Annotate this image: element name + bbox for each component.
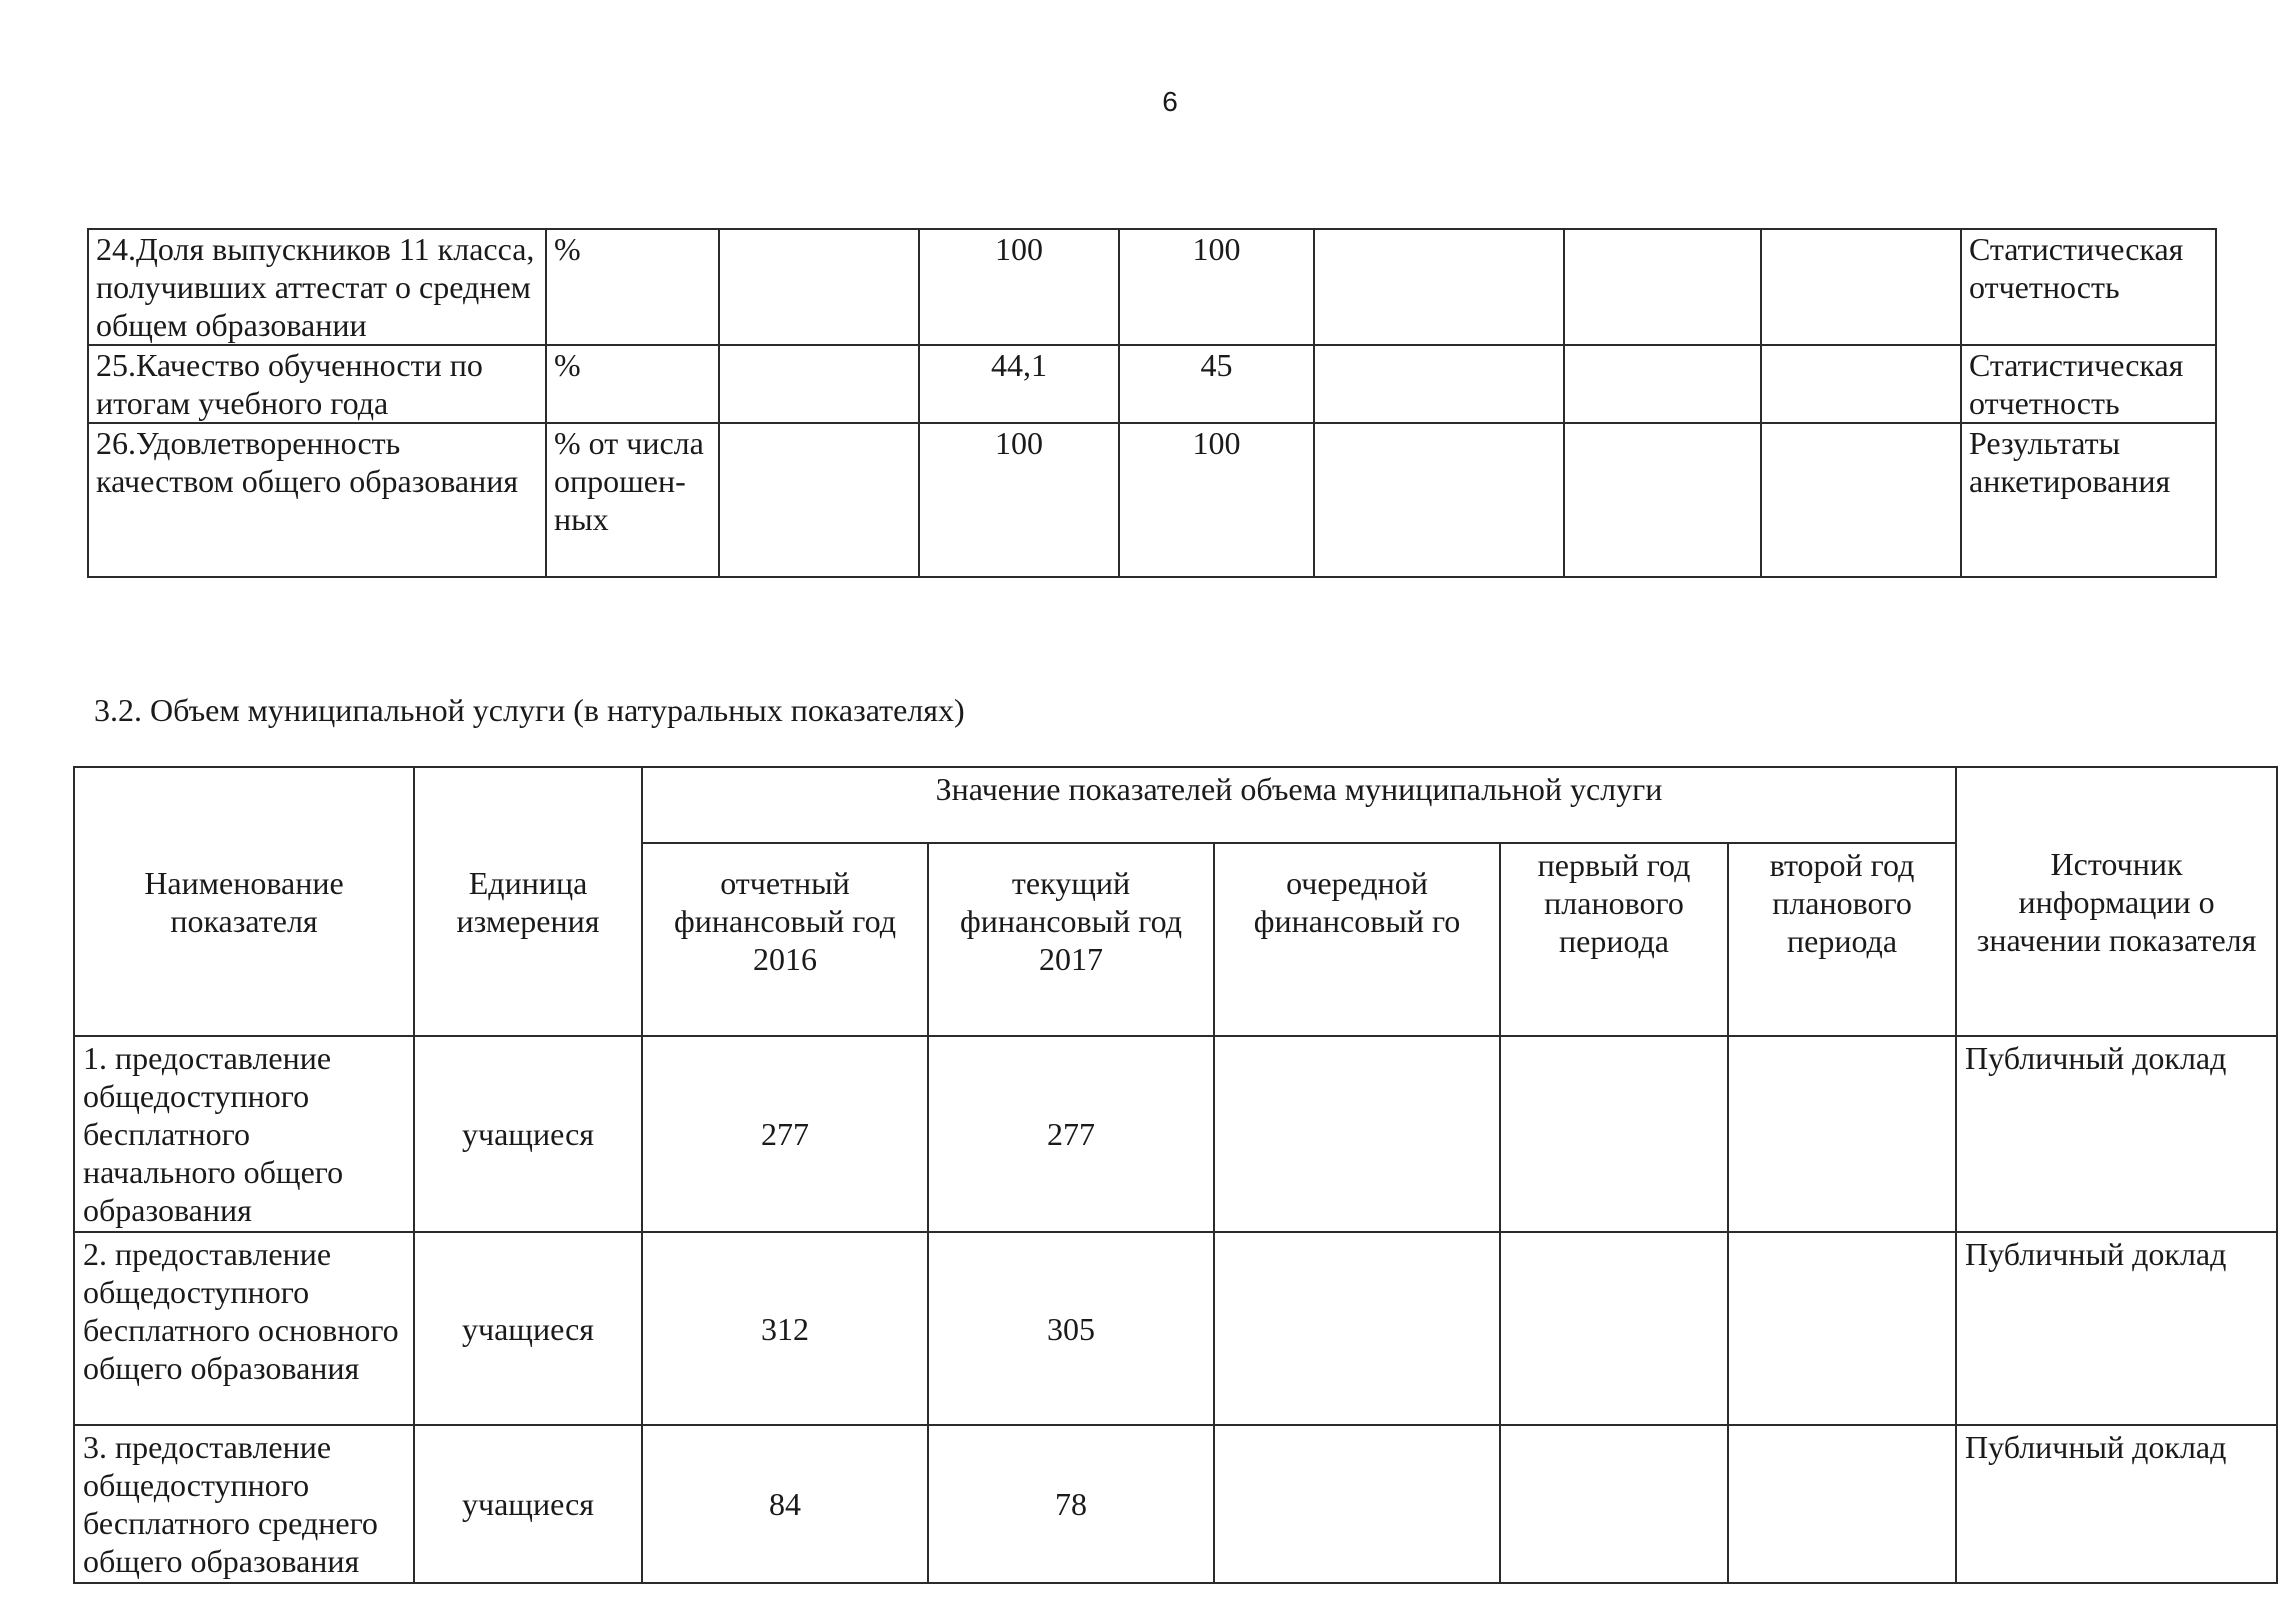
service-name: 2. предоставление общедоступного бесплатного основного общего образования bbox=[74, 1232, 414, 1425]
header-plan-year-2: второй год планового периода bbox=[1728, 843, 1956, 1036]
plan-year-2-value bbox=[1761, 423, 1961, 577]
header-unit: Единица измерения bbox=[414, 767, 642, 1036]
report-year-value: 277 bbox=[642, 1036, 928, 1232]
table-row bbox=[74, 1036, 2277, 1232]
plan-year-2-value bbox=[1761, 229, 1961, 345]
current-year-value: 305 bbox=[928, 1232, 1214, 1425]
indicator-name: 24.Доля выпускников 11 класса, получивших аттестат о среднем общем образовании bbox=[88, 229, 546, 345]
plan-year-1-value bbox=[1500, 1425, 1728, 1583]
next-year-value bbox=[1314, 345, 1564, 423]
report-year-value: 84 bbox=[642, 1425, 928, 1583]
plan-year-1-value bbox=[1564, 423, 1761, 577]
service-unit: учащиеся bbox=[414, 1425, 642, 1583]
plan-year-2-value bbox=[1728, 1232, 1956, 1425]
service-unit: учащиеся bbox=[414, 1232, 642, 1425]
service-unit: учащиеся bbox=[414, 1036, 642, 1232]
table-row bbox=[74, 1425, 2277, 1583]
page-number: 6 bbox=[1162, 86, 1178, 117]
service-source: Публичный доклад bbox=[1956, 1036, 2277, 1232]
current-year-value: 100 bbox=[1119, 229, 1314, 345]
next-year-value bbox=[1314, 229, 1564, 345]
service-name: 1. предоставление общедоступного бесплатного начального общего образования bbox=[74, 1036, 414, 1232]
current-year-value: 78 bbox=[928, 1425, 1214, 1583]
plan-year-1-value bbox=[1500, 1036, 1728, 1232]
plan-year-2-value bbox=[1761, 345, 1961, 423]
next-year-value bbox=[1314, 423, 1564, 577]
indicator-unit: % bbox=[546, 345, 719, 423]
report-year-value: 312 bbox=[642, 1232, 928, 1425]
header-current-year: текущий финансовый год 2017 bbox=[928, 843, 1214, 1036]
service-name: 3. предоставление общедоступного бесплатного среднего общего образования bbox=[74, 1425, 414, 1583]
header-plan-year-1: первый год планового периода bbox=[1500, 843, 1728, 1036]
table-row bbox=[88, 229, 2216, 345]
current-year-value: 45 bbox=[1119, 345, 1314, 423]
header-report-year: отчетный финансовый год 2016 bbox=[642, 843, 928, 1036]
plan-year-1-value bbox=[1564, 345, 1761, 423]
indicator-formula bbox=[719, 423, 919, 577]
indicator-name: 25.Качество обученности по итогам учебного года bbox=[88, 345, 546, 423]
next-year-value bbox=[1214, 1425, 1500, 1583]
indicator-name: 26.Удовлетворенность качеством общего образования bbox=[88, 423, 546, 577]
indicator-unit: % от числа опрошен-ных bbox=[546, 423, 719, 577]
service-source: Публичный доклад bbox=[1956, 1425, 2277, 1583]
quality-indicators-table bbox=[87, 228, 2217, 578]
current-year-value: 100 bbox=[1119, 423, 1314, 577]
header-source: Источник информации о значении показателя bbox=[1956, 767, 2277, 1036]
plan-year-2-value bbox=[1728, 1036, 1956, 1232]
current-year-value: 277 bbox=[928, 1036, 1214, 1232]
table-row bbox=[74, 1232, 2277, 1425]
indicator-source: Статистическая отчетность bbox=[1961, 345, 2216, 423]
volume-indicators-table bbox=[73, 766, 2278, 1584]
service-source: Публичный доклад bbox=[1956, 1232, 2277, 1425]
indicator-formula bbox=[719, 229, 919, 345]
plan-year-1-value bbox=[1500, 1232, 1728, 1425]
report-year-value: 100 bbox=[919, 423, 1119, 577]
indicator-source: Результаты анкетирования bbox=[1961, 423, 2216, 577]
header-row bbox=[74, 767, 2277, 843]
report-year-value: 44,1 bbox=[919, 345, 1119, 423]
indicator-source: Статистическая отчетность bbox=[1961, 229, 2216, 345]
section-title: 3.2. Объем муниципальной услуги (в натуральных показателях) bbox=[94, 692, 965, 728]
next-year-value bbox=[1214, 1232, 1500, 1425]
header-name: Наименование показателя bbox=[74, 767, 414, 1036]
table-row bbox=[88, 345, 2216, 423]
table-row bbox=[88, 423, 2216, 577]
report-year-value: 100 bbox=[919, 229, 1119, 345]
next-year-value bbox=[1214, 1036, 1500, 1232]
plan-year-1-value bbox=[1564, 229, 1761, 345]
indicator-unit: % bbox=[546, 229, 719, 345]
indicator-formula bbox=[719, 345, 919, 423]
header-next-year: очередной финансовый го bbox=[1214, 843, 1500, 1036]
header-value-group: Значение показателей объема муниципальной услуги bbox=[642, 767, 1956, 843]
plan-year-2-value bbox=[1728, 1425, 1956, 1583]
